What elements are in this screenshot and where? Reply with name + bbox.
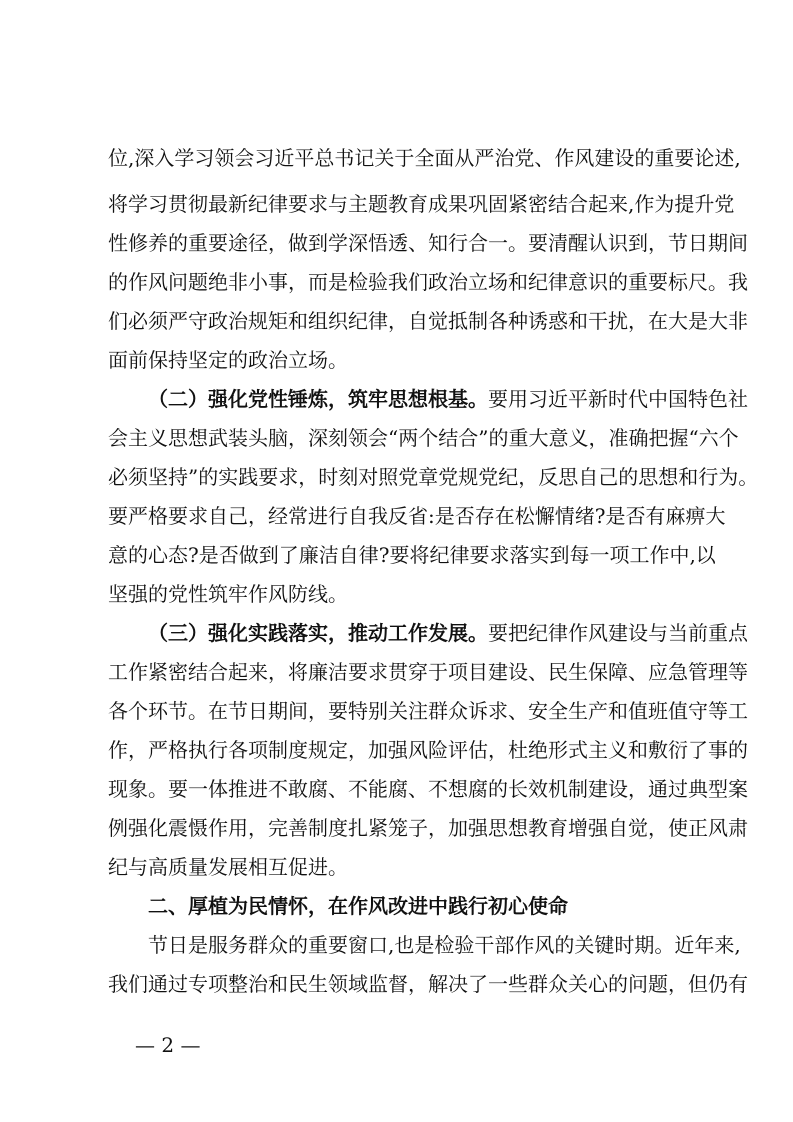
section-lead: （二）强化党性锤炼，筑牢思想根基。 xyxy=(148,387,488,411)
paragraph-line: 的作风问题绝非小事，而是检验我们政治立场和纪律意识的重要标尺。我 xyxy=(108,270,748,294)
paragraph-line: 将学习贯彻最新纪律要求与主题教育成果巩固紧密结合起来,作为提升党 xyxy=(108,192,735,216)
paragraph-line: 例强化震慑作用，完善制度扎紧笼子，加强思想教育增强自觉，使正风肃 xyxy=(108,816,748,840)
paragraph-line: 现象。要一体推进不敢腐、不能腐、不想腐的长效机制建设，通过典型案 xyxy=(108,777,748,801)
paragraph-line: 要严格要求自己，经常进行自我反省:是否存在松懈情绪?是否有麻痹大 xyxy=(108,504,726,528)
paragraph-first-line xyxy=(148,381,748,417)
paragraph-line: 面前保持坚定的政治立场。 xyxy=(108,348,348,372)
paragraph-line: 意的心态?是否做到了廉洁自律?要将纪律要求落实到每一项工作中,以 xyxy=(108,543,716,567)
paragraph-first-line: 节日是服务群众的重要窗口,也是检验干部作风的关键时期。近年来, xyxy=(148,933,741,957)
page-number: — 2 — xyxy=(135,1033,201,1057)
paragraph-line: 作，严格执行各项制度规定，加强风险评估，杜绝形式主义和敷衍了事的 xyxy=(108,738,748,762)
section-lead: （三）强化实践落实，推动工作发展。 xyxy=(148,621,488,645)
paragraph-line: 必须坚持”的实践要求，时刻对照党章党规党纪，反思自己的思想和行为。 xyxy=(108,465,759,489)
paragraph-line: 纪与高质量发展相互促进。 xyxy=(108,855,348,879)
paragraph-line: 性修养的重要途径，做到学深悟透、知行合一。要清醒认识到，节日期间 xyxy=(108,231,748,255)
paragraph-line: 位,深入学习领会习近平总书记关于全面从严治党、作风建设的重要论述, xyxy=(108,146,741,170)
lead-rest: 要用习近平新时代中国特色社 xyxy=(488,387,748,411)
section-heading: 二、厚植为民情怀，在作风改进中践行初心使命 xyxy=(148,894,568,918)
paragraph-first-line xyxy=(148,615,748,651)
paragraph-line: 我们通过专项整治和民生领域监督，解决了一些群众关心的问题，但仍有 xyxy=(108,972,748,996)
paragraph-line: 坚强的党性筑牢作风防线。 xyxy=(108,582,348,606)
paragraph-line: 会主义思想武装头脑，深刻领会“两个结合”的重大意义，准确把握“六个 xyxy=(108,426,739,450)
paragraph-line: 各个环节。在节日期间，要特别关注群众诉求、安全生产和值班值守等工 xyxy=(108,699,748,723)
paragraph-line: 工作紧密结合起来，将廉洁要求贯穿于项目建设、民生保障、应急管理等 xyxy=(108,660,748,684)
paragraph-line: 们必须严守政治规矩和组织纪律，自觉抵制各种诱惑和干扰，在大是大非 xyxy=(108,309,748,333)
lead-rest: 要把纪律作风建设与当前重点 xyxy=(488,621,748,645)
